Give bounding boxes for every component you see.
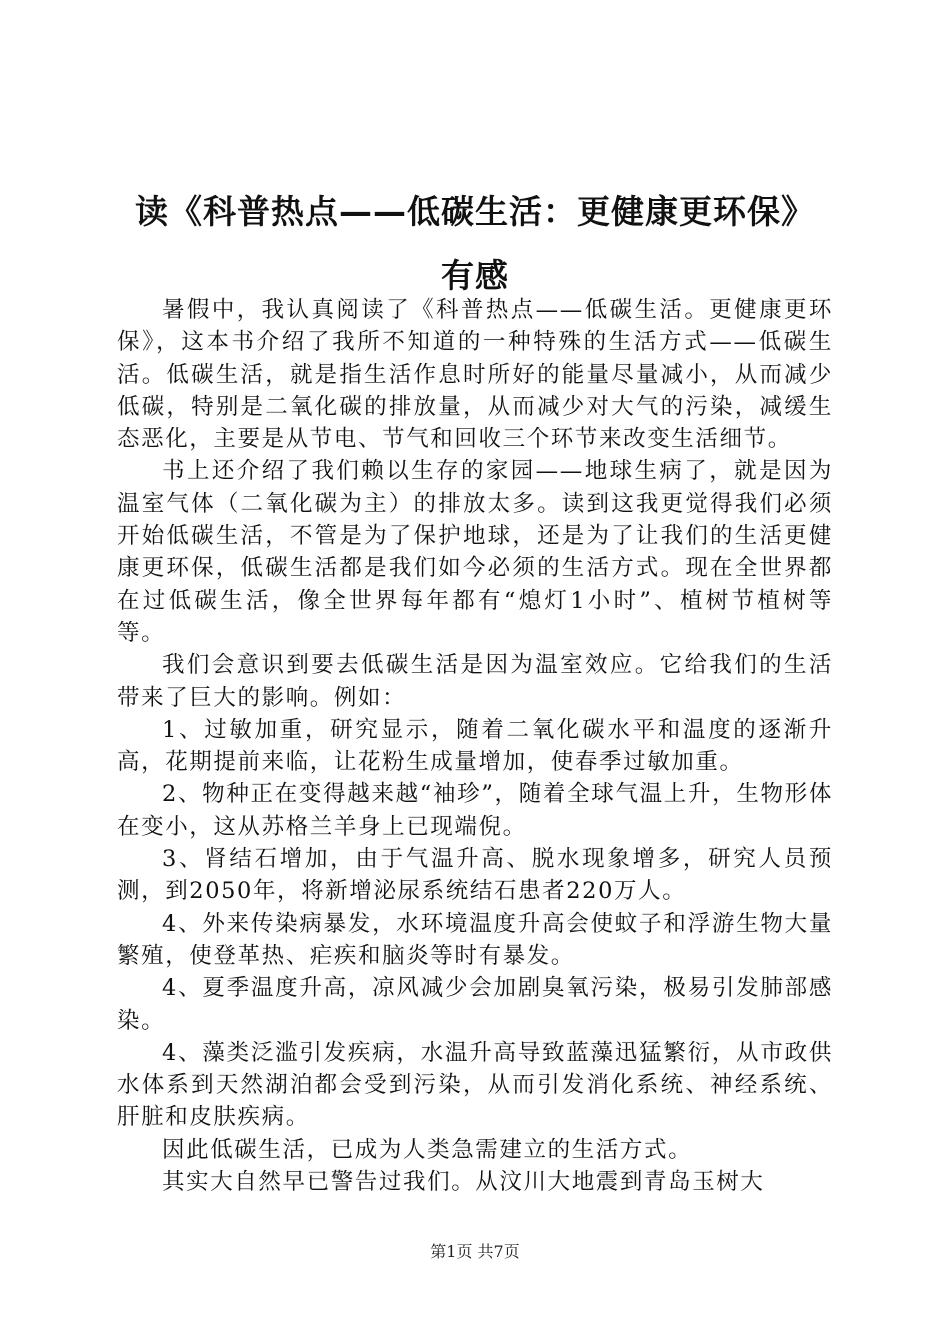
list-item: 4、外来传染病暴发，水环境温度升高会使蚊子和浮游生物大量繁殖，使登革热、疟疾和脑炎等时有暴发。 [117,910,833,969]
document-body [117,294,833,1198]
list-item: 3、肾结石增加，由于气温升高、脱水现象增多，研究人员预测，到2050年，将新增泌尿系统结石患者220万人。 [117,846,833,905]
paragraph: 其实大自然早已警告过我们。从汶川大地震到青岛玉树大 [162,1169,765,1196]
page-number-footer: 第1页 共7页 [430,1242,520,1261]
paragraph: 我们会意识到要去低碳生活是因为温室效应。它给我们的生活带来了巨大的影响。例如： [117,652,833,711]
paragraph: 书上还介绍了我们赖以生存的家园——地球生病了，就是因为温室气体（二氧化碳为主）的排放太多。读到这我更觉得我们必须开始低碳生活，不管是为了保护地球，还是为了让我们的生活更健康更环保，低碳生活都是我们如今必须的生活方式。现在全世界都在过低碳生活，像全世界每年都有“熄灯1小时”、植树节植树等等。 [117,458,833,646]
list-item: 2、物种正在变得越来越“袖珍”，随着全球气温上升，生物形体在变小，这从苏格兰羊身上已现端倪。 [117,781,833,840]
list-item: 4、藻类泛滥引发疾病，水温升高导致蓝藻迅猛繁衍，从市政供水体系到天然湖泊都会受到污染，从而引发消化系统、神经系统、肝脏和皮肤疾病。 [117,1039,833,1131]
paragraph: 暑假中，我认真阅读了《科普热点——低碳生活。更健康更环保》，这本书介绍了我所不知道的一种特殊的生活方式——低碳生活。低碳生活，就是指生活作息时所好的能量尽量减小，从而减少低碳，特别是二氧化碳的排放量，从而减少对大气的污染，减缓生态恶化，主要是从节电、节气和回收三个环节来改变生活细节。 [117,297,833,453]
title-line-2: 有感 [441,256,509,295]
title-line-1: 读《科普热点——低碳生活：更健康更环保》 [135,192,815,231]
paragraph: 因此低碳生活，已成为人类急需建立的生活方式。 [162,1136,693,1163]
list-item: 4、夏季温度升高，凉风减少会加剧臭氧污染，极易引发肺部感染。 [117,975,833,1034]
document-title [120,180,830,308]
list-item: 1、过敏加重，研究显示，随着二氧化碳水平和温度的逐渐升高，花期提前来临，让花粉生成量增加，使春季过敏加重。 [117,716,833,776]
